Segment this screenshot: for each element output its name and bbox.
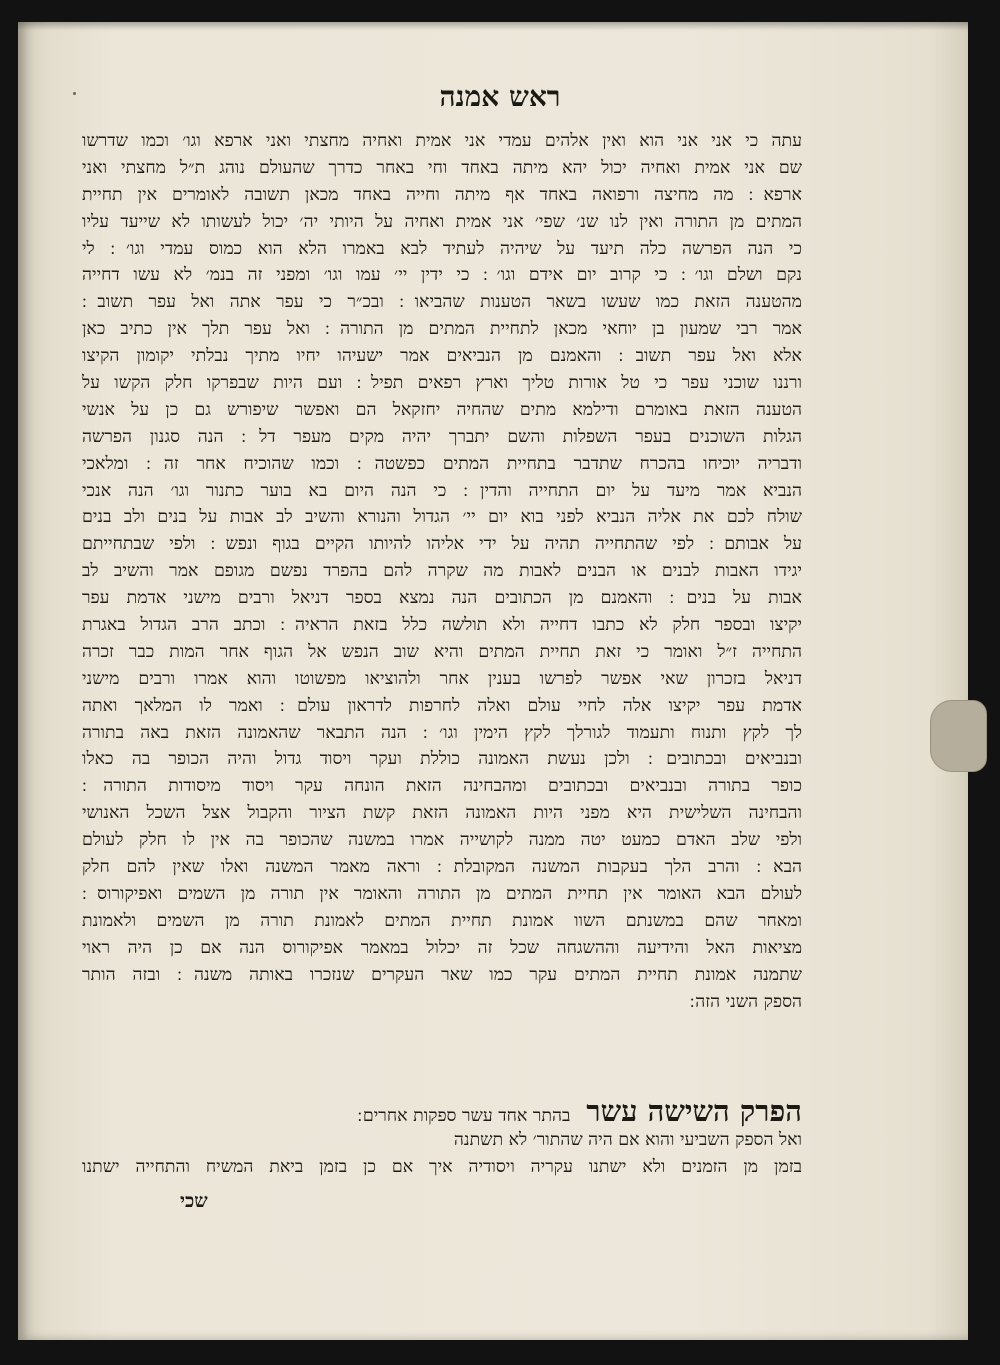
- running-head: ראש אמנה: [439, 80, 561, 113]
- text-line: לך לקץ ותנוח ותעמוד לגורלך לקץ הימין וגו׳ ׃ הנה התבאר שהאמונה הזאת באה בתורה: [82, 722, 802, 743]
- text-line: נקם ושלם וגו׳ ׃ כי קרוב יום אידם וגו׳ ׃ כי ידין יי׳ עמו וגו׳ ומפני זה בנמ׳ לא עשו דחייה: [82, 265, 802, 286]
- text-line: הספק השני הזה ׃: [689, 991, 802, 1012]
- text-line: התחייה ז״ל ואומר כי זאת תחיית המתים והיא שוב הנפש אל הגוף אחר המות כבר זכרה: [82, 641, 802, 662]
- text-line: ארפא ׃ מה מחיצה ורפואה באחד אף מיתה וחייה באחד מכאן תשובה לאומרים אין תחיית: [82, 184, 802, 205]
- chapter-title: הפרק השישה עשר: [586, 1094, 802, 1128]
- text-line: אבות על בנים ׃ והאמנם מן הכתובים הנה נמצא בספר דניאל ורבים מישני אדמת עפר: [82, 588, 802, 609]
- text-line: המתים מן התורה ואין לנו שנ׳ שפי׳ אני אמית ואחיה על היותי יה׳ יכול לעשותו לא שייעד עליו: [82, 211, 802, 232]
- text-line: ומאחר שהם במשנתם השוו אמונת תחיית המתים לאמונת תורה מן השמים ולאמונת: [82, 910, 802, 931]
- text-line: אלא ואל עפר תשוב ׃ והאמנם מן הנביאים אמר ישעיהו יחיו מתיך נבלתי יקומון הקיצו: [82, 346, 802, 367]
- chapter-text-line: בזמן מן הזמנים ולא ישתנו עקריה ויסודיה איך אם כן בזמן ביאת המשיח והתחייה ישתנו: [82, 1156, 802, 1177]
- text-line: כופר בתורה ובנביאים ובכתובים ומהבחינה הזאת הונחה עקר ויסוד מיסודות התורה ׃: [82, 776, 802, 797]
- text-line: ולפי שלב האדם כמעט יטה ממנה לקושייה אמרו במשנה שהכופר בה אין לו חלק לעולם: [82, 830, 802, 851]
- catchword: שכי: [180, 1190, 208, 1212]
- text-line: הגלות השוכנים בעפר השפלות והשם יתברך יהיה מקים מעפר דל ׃ הנה סגנון הפרשה: [82, 426, 802, 447]
- text-line: ורננו שוכני עפר כי טל אורות טליך וארץ רפאים תפיל ׃ ועם היות שבפרקו חלק הקשו על: [82, 373, 802, 394]
- text-line: ודבריה יוכיחו בהכרח שתדבר בתחיית המתים כפשטה ׃ וכמו שהוכיח אחר זה ׃ ומלאכי: [82, 453, 802, 474]
- text-line: הנביא אמר מיעד על יום התחייה והדין ׃ כי הנה היום בא בוער כתנור וגו׳ הנה אנכי: [82, 480, 802, 501]
- chapter-text-line: ואל הספק השביעי והוא אם היה שהתור׳ לא תשתנה: [453, 1130, 802, 1150]
- text-line: שתמנה אמונת תחיית המתים עקר כמו שאר העקרים שנזכרו באותה משנה ׃ ובזה הותר: [82, 964, 802, 985]
- page-tab-marker: [930, 700, 987, 772]
- text-line: ובנביאים ובכתובים ׃ ולכן נעשת האמונה כוללת ועקר ויסוד גדול והיה הכופר בה כאלו: [82, 749, 802, 770]
- text-line: על אבותם ׃ לפי שהתחייה תהיה על ידי אליהו להיותו הקיים בגוף ונפש ׃ ולפי שבתחייתם: [82, 534, 802, 555]
- text-line: מהטענה הזאת כמו שעשו בשאר הטענות שהביאו ׃ ובכ״ר כי עפר אתה ואל עפר תשוב ׃: [82, 292, 802, 313]
- text-line: שולח לכם את אליה הנביא לפני בוא יום יי׳ הגדול והנורא והשיב לב אבות על בנים ולב בנים: [82, 507, 802, 528]
- text-line: יקיצו ובספר חלק לא כתבו דחייה ולא תולשה כלל בזאת הראיה ׃ וכתב הרב הגדול באגרת: [82, 615, 802, 636]
- text-line: והבחינה השלישית היא מפני היות האמונה הזאת קשת הציור והקבול אצל השכל האנושי: [82, 803, 802, 824]
- text-line: יגידו האבות לבנים או הבנים לאבות מה שקרה להם בהפרד נפשם מגופם אמר והשיב לב: [82, 561, 802, 582]
- text-line: מציאות האל והידיעה וההשגחה שכל זה יכלול במאמר אפיקורוס הנה אם כן היה ראוי: [82, 937, 802, 958]
- page-shadow: [18, 22, 968, 30]
- text-line: שם אני אמית ואחיה יכול יהא מיתה באחד וחי באחר כדרך שהעולם נוהג ת״ל מחצתי ואני: [82, 157, 802, 178]
- main-text: [82, 128, 802, 1015]
- text-line: אמר רבי שמעון בן יוחאי מכאן לתחיית המתים מן התורה ׃ ואל עפר תלך אין כתיב כאן: [82, 319, 802, 340]
- text-line: אדמת עפר יקיצו אלה לחיי עולם ואלה לחרפות לדראון עולם ׃ ואמר לו המלאך ואתה: [82, 695, 802, 716]
- text-line: לעולם הבא האומר אין תחיית המתים מן התורה והאומר אין תורה מן השמים ואפיקורוס ׃: [82, 883, 802, 904]
- chapter-heading-row: [82, 1094, 802, 1129]
- chapter-text: [82, 1127, 802, 1181]
- text-line: הבא ׃ והרב הלך בעקבות המשנה המקובלת ׃ וראה מאמר המשנה ואלו שאין להם חלק: [82, 857, 802, 878]
- chapter-subtitle: בהתר אחד עשר ספקות אחרים ׃: [357, 1106, 571, 1126]
- text-line: דניאל בזכרון שאי אפשר לפרשו בענין אחר ולהוציאו מפשוטו והוא אמרו ורבים מישני: [82, 668, 802, 689]
- text-line: הטענה הזאת באומרם ודילמא מתים שהחיה יחזקאל הם ואפשר שיפורש גם כן על אנשי: [82, 399, 802, 420]
- text-line: כי הנה הפרשה כלה תיעד על שיהיה לעתיד לבא באמרו הלא הוא כמוס עמדי וגו׳ ׃ לי: [82, 238, 802, 259]
- text-line: עתה כי אני אני הוא ואין אלהים עמדי אני אמית ואחיה מחצתי ואני ארפא וגו׳ וכמו שדרשו: [82, 131, 802, 151]
